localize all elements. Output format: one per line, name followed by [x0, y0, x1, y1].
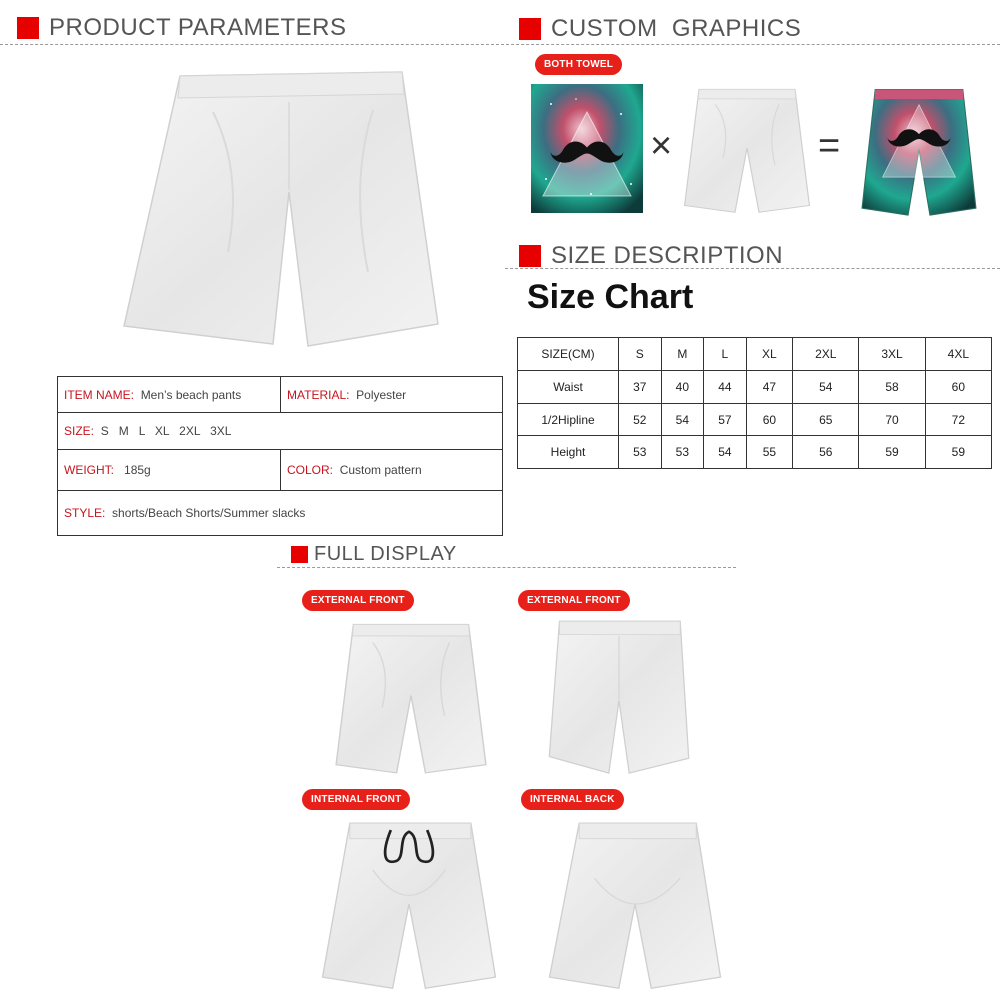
table-cell: 70: [859, 404, 925, 436]
weight-cell: [58, 450, 281, 490]
full-display-header: [291, 543, 457, 566]
weight-value: 185g: [124, 463, 151, 478]
internal-front-image: [318, 818, 500, 990]
table-cell: 52: [619, 404, 662, 436]
color-cell: [281, 450, 503, 490]
table-cell: 65: [793, 404, 859, 436]
internal-front-badge: INTERNAL FRONT: [302, 789, 410, 810]
section-marker-icon: [291, 546, 308, 563]
section-title: CUSTOM GRAPHICS: [551, 15, 802, 42]
header-cell: 2XL: [793, 338, 859, 371]
section-title: PRODUCT PARAMETERS: [49, 14, 347, 41]
divider: [505, 268, 1000, 269]
table-cell: 54: [704, 436, 747, 469]
equals-sign: =: [818, 125, 841, 167]
color-value: Custom pattern: [339, 463, 422, 478]
style-cell: [58, 490, 503, 535]
size-values: S M L XL 2XL 3XL: [100, 424, 232, 439]
row-label: Waist: [518, 371, 619, 404]
internal-back-badge: INTERNAL BACK: [521, 789, 624, 810]
table-cell: 57: [704, 404, 747, 436]
external-front-image: [315, 618, 507, 781]
external-front-badge: EXTERNAL FRONT: [518, 590, 630, 611]
table-row: [518, 436, 992, 469]
table-cell: 60: [925, 371, 991, 404]
item-name-cell: [58, 377, 281, 413]
row-label: 1/2Hipline: [518, 404, 619, 436]
table-header-row: [518, 338, 992, 371]
color-label: COLOR:: [287, 463, 334, 478]
section-marker-icon: [519, 18, 541, 40]
header-cell: S: [619, 338, 662, 371]
item-name-label: ITEM NAME:: [64, 387, 135, 402]
table-cell: 59: [859, 436, 925, 469]
product-parameters-table: [57, 376, 503, 536]
section-marker-icon: [17, 17, 39, 39]
table-cell: 40: [661, 371, 704, 404]
size-chart-table: [517, 337, 992, 469]
size-label: SIZE:: [64, 424, 95, 439]
both-towel-badge: BOTH TOWEL: [535, 54, 622, 75]
item-name-value: Men’s beach pants: [140, 387, 242, 402]
external-back-image: [534, 618, 704, 783]
section-title: FULL DISPLAY: [314, 543, 457, 565]
header-cell: SIZE(CM): [518, 338, 619, 371]
size-chart-title: Size Chart: [527, 278, 694, 316]
weight-label: WEIGHT:: [64, 463, 114, 478]
table-cell: 58: [859, 371, 925, 404]
table-cell: 53: [619, 436, 662, 469]
divider: [277, 567, 736, 568]
table-cell: 54: [661, 404, 704, 436]
material-cell: [281, 377, 503, 413]
header-cell: M: [661, 338, 704, 371]
style-label: STYLE:: [64, 505, 106, 520]
table-cell: 60: [746, 404, 792, 436]
multiply-sign: ×: [650, 125, 673, 167]
header-cell: 3XL: [859, 338, 925, 371]
header-cell: L: [704, 338, 747, 371]
table-cell: 47: [746, 371, 792, 404]
external-front-badge: EXTERNAL FRONT: [302, 590, 414, 611]
row-label: Height: [518, 436, 619, 469]
material-value: Polyester: [356, 387, 407, 402]
custom-graphics-header: [519, 15, 801, 43]
plain-shorts-image: [667, 84, 827, 219]
table-cell: 54: [793, 371, 859, 404]
header-cell: 4XL: [925, 338, 991, 371]
printed-shorts-image: [846, 84, 992, 222]
table-cell: 56: [793, 436, 859, 469]
table-row: [518, 404, 992, 436]
table-cell: 55: [746, 436, 792, 469]
internal-back-image: [545, 818, 725, 990]
table-cell: 53: [661, 436, 704, 469]
size-description-header: [519, 242, 783, 270]
size-cell: [58, 413, 503, 450]
product-parameters-header: [17, 14, 346, 42]
table-row: [518, 371, 992, 404]
table-cell: 44: [704, 371, 747, 404]
header-cell: XL: [746, 338, 792, 371]
style-value: shorts/Beach Shorts/Summer slacks: [112, 505, 306, 520]
table-cell: 59: [925, 436, 991, 469]
pattern-image: [531, 84, 643, 213]
table-cell: 72: [925, 404, 991, 436]
section-marker-icon: [519, 245, 541, 267]
section-title: SIZE DESCRIPTION: [551, 242, 784, 269]
divider: [0, 44, 1000, 45]
table-cell: 37: [619, 371, 662, 404]
material-label: MATERIAL:: [287, 387, 350, 402]
product-image: [118, 62, 463, 352]
